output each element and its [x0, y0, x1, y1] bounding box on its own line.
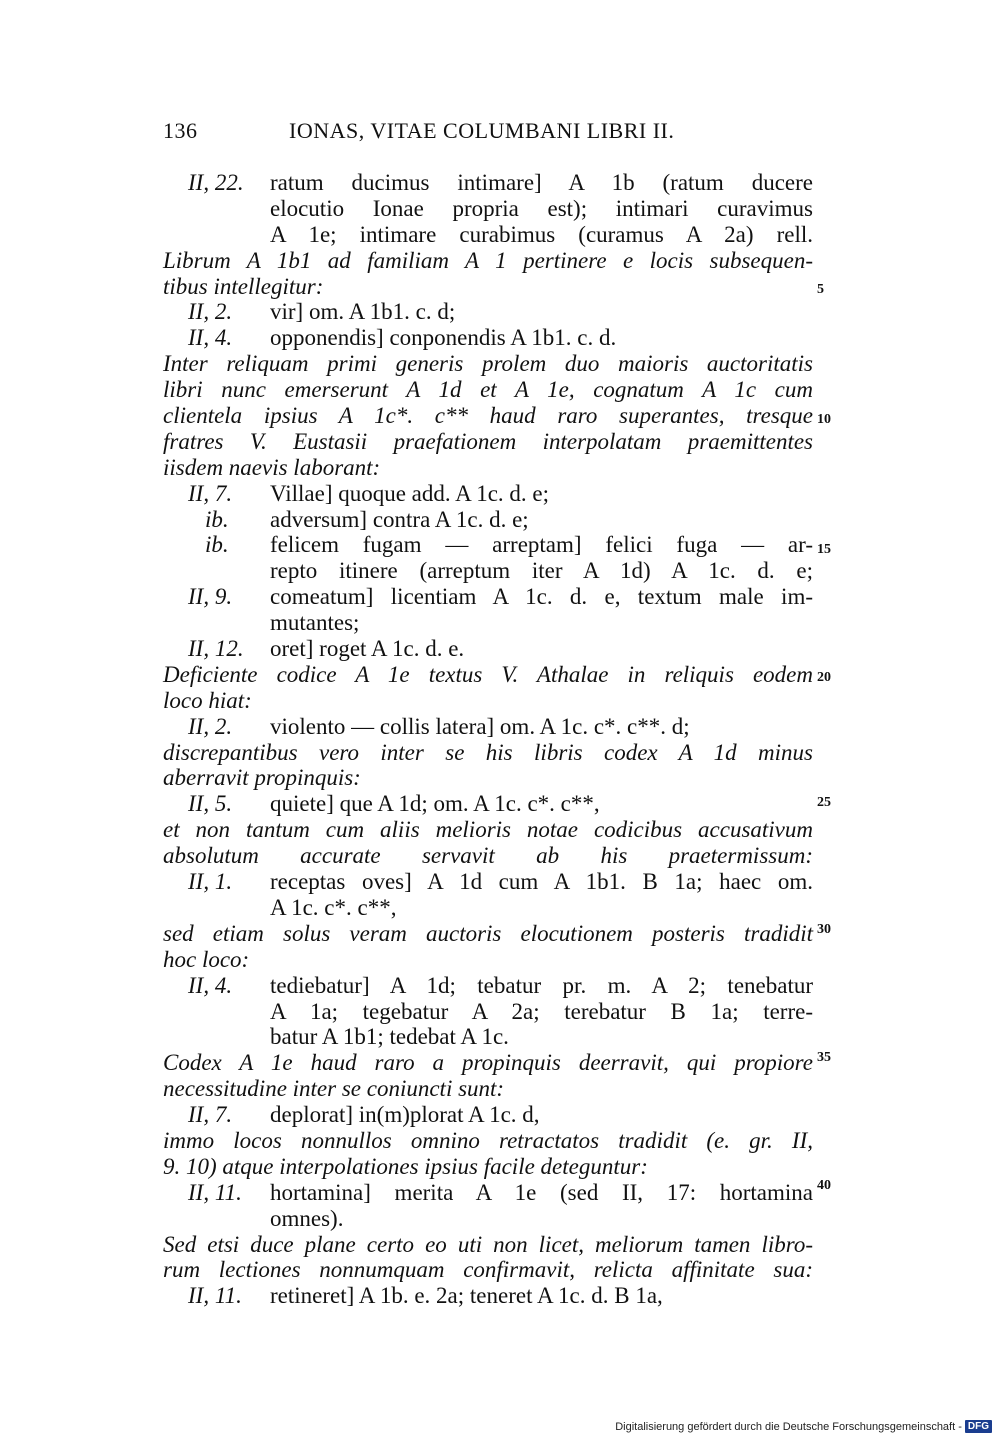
line-text: fratres V. Eustasii praefationem interpolatam praemittentes [163, 428, 813, 454]
line-text: tediebatur] A 1d; tebatur pr. m. A 2; tenebatur [270, 972, 813, 998]
line-text: immo locos nonnullos omnino retractatos tradidit (e. gr. II, [163, 1127, 813, 1153]
line-number: 30 [817, 922, 831, 937]
line-text: receptas oves] A 1d cum A 1b1. B 1a; haec om. [270, 869, 813, 895]
line-text: ratum ducimus intimare] A 1b (ratum ducere [270, 170, 813, 195]
line-text: Codex A 1e haud raro a propinquis deerravit, qui propiore [163, 1050, 813, 1076]
line-text: iisdem naevis laborant: [163, 454, 381, 480]
line-text: mutantes; [270, 610, 360, 636]
line-reference: II, 2. [188, 713, 233, 739]
line-reference: II, 1. [188, 869, 233, 895]
line-text: Inter reliquam primi generis prolem duo maioris auctoritatis [163, 351, 813, 377]
line-number: 5 [817, 282, 824, 297]
line-text: Villae] quoque add. A 1c. d. e; [270, 480, 550, 506]
text-line [163, 351, 813, 377]
line-text: absolutum accurate servavit ab his praetermissum: [163, 843, 813, 869]
text-line [163, 921, 813, 947]
text-line [163, 1206, 813, 1232]
line-reference: II, 11. [188, 1179, 242, 1205]
text-line [163, 299, 813, 325]
line-text: sed etiam solus veram auctoris elocutionem posteris tradidit [163, 920, 813, 946]
line-number: 20 [817, 670, 831, 685]
line-number: 15 [817, 542, 831, 557]
credit-text: Digitalisierung gefördert durch die Deutsche Forschungsgemeinschaft - [615, 1420, 962, 1433]
line-text: omnes). [270, 1205, 344, 1231]
line-reference: II, 12. [188, 636, 244, 662]
dfg-logo: DFG [965, 1420, 992, 1433]
text-line [163, 196, 813, 222]
line-reference: II, 7. [188, 480, 233, 506]
digitization-credit [615, 1420, 992, 1433]
text-line [163, 947, 813, 973]
line-reference: II, 2. [188, 299, 233, 325]
line-text: necessitudine inter se coniuncti sunt: [163, 1076, 505, 1102]
text-line [163, 1154, 813, 1180]
text-line [163, 688, 813, 714]
line-reference: ib. [205, 532, 229, 558]
running-title: IONAS, VITAE COLUMBANI LIBRI II. [289, 118, 675, 143]
line-text: vir] om. A 1b1. c. d; [270, 299, 456, 325]
text-line [163, 740, 813, 766]
line-reference: II, 5. [188, 791, 233, 817]
line-text: elocutio Ionae propria est); intimari curavimus [270, 195, 813, 221]
text-line [163, 973, 813, 999]
line-text: hoc loco: [163, 946, 250, 972]
line-text: opponendis] conponendis A 1b1. c. d. [270, 325, 617, 351]
line-text: loco hiat: [163, 687, 252, 713]
line-reference: II, 4. [188, 972, 233, 998]
text-line [163, 377, 813, 403]
line-reference: II, 9. [188, 584, 233, 610]
text-line [163, 1232, 813, 1258]
text-line [163, 999, 813, 1025]
line-number: 35 [817, 1050, 831, 1065]
apparatus-text [163, 170, 831, 1309]
line-text: adversum] contra A 1c. d. e; [270, 506, 529, 532]
line-text: aberravit propinquis: [163, 765, 361, 791]
line-text: retineret] A 1b. e. 2a; teneret A 1c. d. B 1a, [270, 1283, 663, 1309]
text-line [163, 1257, 813, 1283]
line-text: Deficiente codice A 1e textus V. Athalae in reliquis eodem [163, 661, 813, 687]
line-text: repto itinere (arreptum iter A 1d) A 1c. d. e; [270, 558, 813, 584]
text-line [163, 714, 813, 740]
text-line [163, 869, 813, 895]
text-line [163, 222, 813, 248]
text-line [163, 1180, 813, 1206]
line-text: hortamina] merita A 1e (sed II, 17: hortamina [270, 1179, 813, 1205]
text-line [163, 584, 813, 610]
text-line [163, 558, 813, 584]
line-reference: ib. [205, 506, 229, 532]
text-line [163, 325, 813, 351]
text-line [163, 481, 813, 507]
line-text: deplorat] in(m)plorat A 1c. d, [270, 1102, 540, 1128]
line-text: discrepantibus vero inter se his libris codex A 1d minus [163, 739, 813, 765]
text-line [163, 817, 813, 843]
line-text: violento — collis latera] om. A 1c. c*. c**. d; [270, 713, 690, 739]
text-line [163, 610, 813, 636]
text-line [163, 507, 813, 533]
line-text: libri nunc emerserunt A 1d et A 1e, cognatum A 1c cum [163, 377, 813, 403]
text-line [163, 1024, 813, 1050]
text-line [163, 843, 813, 869]
text-line [163, 532, 813, 558]
line-reference: II, 11. [188, 1283, 242, 1309]
line-text: oret] roget A 1c. d. e. [270, 636, 465, 662]
text-line [163, 248, 813, 274]
line-text: Librum A 1b1 ad familiam A 1 pertinere e locis subsequen- [163, 247, 813, 273]
text-line [163, 662, 813, 688]
text-line [163, 274, 813, 300]
line-reference: II, 7. [188, 1102, 233, 1128]
line-text: Sed etsi duce plane certo eo uti non licet, meliorum tamen libro- [163, 1231, 813, 1257]
text-line [163, 403, 813, 429]
text-line [163, 1102, 813, 1128]
page-number: 136 [163, 118, 198, 143]
line-reference: II, 22. [188, 170, 244, 195]
line-text: felicem fugam — arreptam] felici fuga — ar- [270, 532, 813, 558]
line-number: 25 [817, 795, 831, 810]
text-line [163, 1128, 813, 1154]
line-text: tibus intellegitur: [163, 273, 324, 299]
text-line [163, 1050, 813, 1076]
line-text: A 1a; tegebatur A 2a; terebatur B 1a; terre- [270, 998, 813, 1024]
line-text: quiete] que A 1d; om. A 1c. c*. c**, [270, 791, 600, 817]
text-line [163, 170, 813, 196]
line-text: batur A 1b1; tedebat A 1c. [270, 1024, 509, 1050]
line-number: 10 [817, 412, 831, 427]
text-line [163, 429, 813, 455]
line-number: 40 [817, 1178, 831, 1193]
line-text: clientela ipsius A 1c*. c** haud raro superantes, tresque [163, 403, 813, 429]
text-line [163, 1283, 813, 1309]
line-reference: II, 4. [188, 325, 233, 351]
line-text: comeatum] licentiam A 1c. d. e, textum male im- [270, 584, 813, 610]
line-text: 9. 10) atque interpolationes ipsius facile deteguntur: [163, 1153, 648, 1179]
line-text: A 1c. c*. c**, [270, 894, 397, 920]
line-text: rum lectiones nonnumquam confirmavit, relicta affinitate sua: [163, 1257, 813, 1283]
line-text: et non tantum cum aliis melioris notae codicibus accusativum [163, 817, 813, 843]
text-line [163, 895, 813, 921]
text-line [163, 1076, 813, 1102]
text-line [163, 636, 813, 662]
text-line [163, 455, 813, 481]
line-text: A 1e; intimare curabimus (curamus A 2a) rell. [270, 221, 813, 247]
text-line [163, 791, 813, 817]
text-line [163, 765, 813, 791]
